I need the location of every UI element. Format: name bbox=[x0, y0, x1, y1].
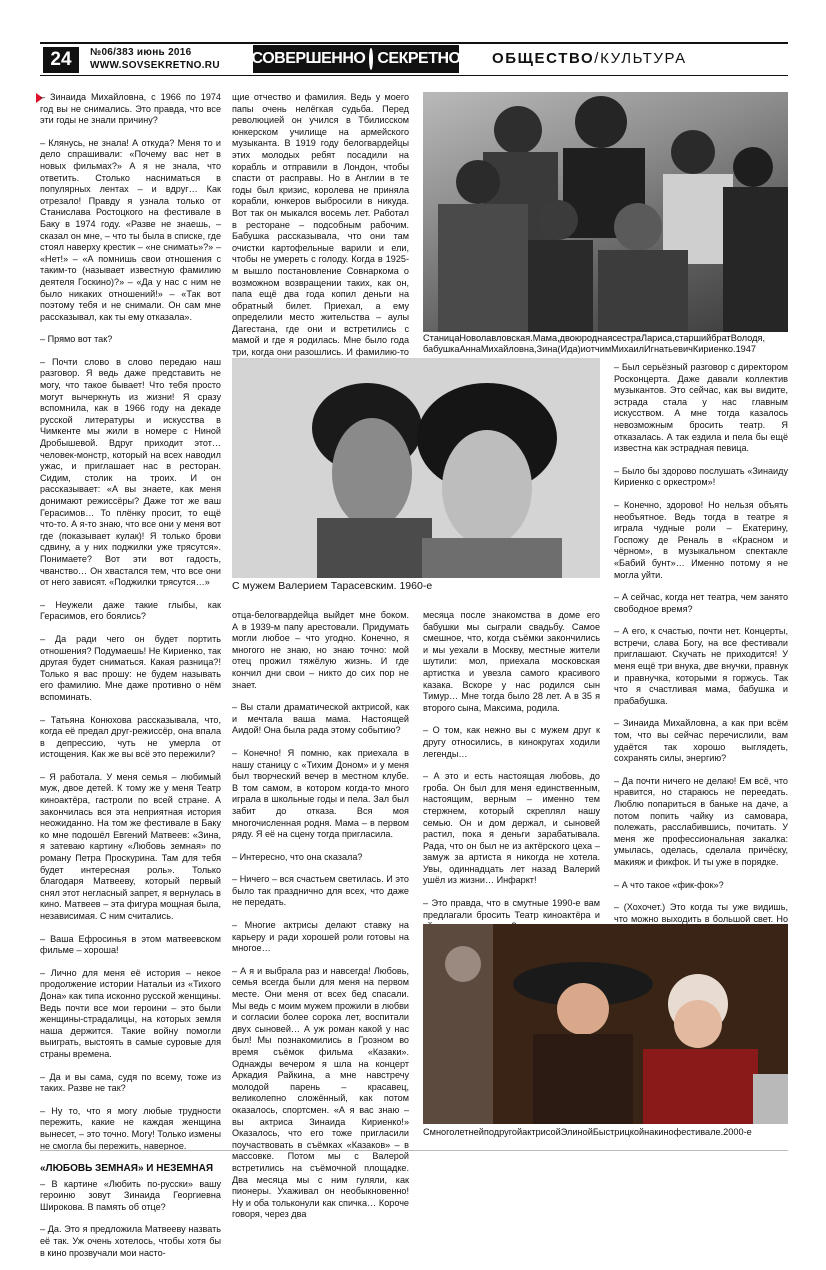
paragraph: – А сейчас, когда нет театра, чем занято свободное время? bbox=[614, 592, 788, 614]
couple-photo bbox=[232, 358, 600, 578]
paragraph: – В картине «Любить по-русски» вашу героиню зовут Зинаида Георгиевна Широкова. В память об отце? bbox=[40, 1178, 221, 1212]
section-rest: /КУЛЬТУРА bbox=[594, 50, 687, 67]
paragraph: – Многие актрисы делают ставку на карьеру и ради хорошей роли готовы на многое… bbox=[232, 920, 409, 954]
paragraph: – Лично для меня её история – некое продолжение истории Натальи из «Тихого Дона» как типа исконно русской женщины. Ведь почти все мои героини – это были женщины-страдалицы, на которых земля наша держится. Такие войну помогли выиграть, выстоять в самые суровые для страны времена. bbox=[40, 967, 221, 1059]
paragraph: – Я работала. У меня семья – любимый муж, двое детей. К тому же у меня Театр киноактёра, гастроли по всей стране. А закончилась вся эта неприятная история неожиданно. На том же фестивале в Баку ко мне подошёл Евгений Матвеев: «Зина, я затеваю картину «Любовь земная» по роману Петра Проскурина. Там для тебя будет интересная роль». Только благодаря Матвееву, который первый снял этот негласный запрет, я вернулась в кино. Матвеев – эта фигура мощная была, независимая. С ним считались. bbox=[40, 771, 221, 921]
paragraph: щие отчество и фамилия. Ведь у моего папы очень нелёгкая судьба. Перед революцией он учился в Тбилисском юнкерском училище на армейского музыканта. В 1919 году белогвардейцы этих молодых ребят посадили на корабль и отправили в Лондон, чтобы спасти от расправы. Но в Англии в те годы был кризис, королева не приняла корабли, юнкеров выбросили в никуда. Вот так он мыкался восемь лет. Работал в ресторане – подсобным рабочим. Бабушка рассказывала, что они там очистки картофельные варили и ели, чтобы не умереть с голоду. Когда в 1925-м вышло постановление Совнаркома о возможном возвращении таких, как он, папа ещё два года копил деньги на обратный билет. Приехал, а ему определили место жительства – аулы Дагестана, где они и встретились с мамой и где я родилась. Мне было года три, когда они разошлись. И фамилию-то bbox=[232, 92, 409, 358]
paragraph: – Прямо вот так? bbox=[40, 334, 113, 345]
bottom-rule bbox=[40, 1150, 788, 1151]
paragraph: отца-белогвардейца выйдет мне боком. А в 1939-м папу арестовали. Придумать могли любое – что угодно. Конечно, я многого не знаю, но знаю точно: мой отец прожил тяжёлую жизнь. И где кончил дни свои – никто до сих пор не знает. bbox=[232, 610, 409, 690]
paragraph: – Было бы здорово послушать «Зинаиду Кириенко с оркестром»! bbox=[614, 465, 788, 488]
photo-caption-festival: СмноголетнейподругойактрисойЭлинойБыстрицкойнакинофестивале.2000-е bbox=[423, 1127, 752, 1137]
section-title bbox=[492, 50, 687, 67]
paragraph: – Ну то, что я могу любые трудности пережить, какие не каждая женщина вынесет, – это точно. Могу! Только измены не смогла бы пережить, наверное. bbox=[40, 1105, 221, 1151]
paragraph: – А его, к счастью, почти нет. Концерты, встречи, слава Богу, на все фестивали приглашают. Скучать не приходится! У меня ещё три внука, две внучки, правнук и правнучка, которыми я горжусь. Так что я счастливая мама, бабушка и прабабушка. bbox=[614, 626, 788, 706]
brand-left: СОВЕРШЕННО bbox=[251, 50, 366, 67]
paragraph: – Неужели даже такие глыбы, как Герасимов, его боялись? bbox=[40, 599, 221, 622]
paragraph: – Да. Это я предложила Матвееву назвать её так. Уж очень хотелось, чтобы хотя бы в кино прозвучали мои насто- bbox=[40, 1224, 221, 1258]
paragraph: – Конечно! Я помню, как приехала в нашу станицу с «Тихим Доном» и у меня был творческий вечер в местном клубе. В том самом, в котором когда-то много играла в школьные годы и пела. Зал был забит до отказа. Вся моя многочисленная родня. Мама – в первом ряду. Я её на сцену тогда пригласила. bbox=[232, 747, 409, 840]
paragraph: – Интересно, что она сказала? bbox=[232, 851, 363, 862]
paragraph: – Ничего – вся счастьем светилась. И это было так празднично для всех, что даже не передать. bbox=[232, 874, 409, 908]
subheading: «ЛЮБОВЬ ЗЕМНАЯ» И НЕЗЕМНАЯ bbox=[40, 1163, 214, 1175]
couple-photo-art bbox=[232, 358, 600, 578]
paragraph: – Зинаида Михайловна, а как при всём том, что вы сейчас перечислили, вам удаётся так хорошо выглядеть, сохранять силы, энергию? bbox=[614, 718, 788, 764]
paragraph: – Да ради чего он будет портить отношения? Подумаешь! Не Кириенко, так другая будет сниматься. Какая разница?! Только я вас прошу: не будем называть его фамилию. Мне даже противно о нём вспоминать. bbox=[40, 633, 221, 702]
paragraph: – Конечно, здорово! Но нельзя объять необъятное. Ведь тогда в театре я играла чудные роли – Екатерину, Госпожу де Реналь в «Красном и чёрном», в музыкальном спектакле «Бабий бунт»… Именно потому я не могла уйти. bbox=[614, 499, 788, 580]
photo-caption-family: СтаницаНоволавловская.Мама,двоюроднаясестраЛариса,старшийбратВолодя, бабушкаАннаМихайловна,Зина(Ида)иотчимМихаилИгнатьевичКириенко.1947 bbox=[423, 333, 766, 354]
column-4 bbox=[614, 362, 788, 1007]
section-bold: ОБЩЕСТВО bbox=[492, 50, 595, 67]
issue-info: №06/383 июнь 2016 bbox=[90, 47, 192, 58]
paragraph: – Клянусь, не знала! А откуда? Меня то и дело спрашивали: «Почему вас нет в новых фильмах?» А я не знала, что ответить. Столько насниматься в популярных лентах – и вдруг… Как отрезало! Правду я узнала только от Станислава Ростоцкого на фестивале в Баку в 1974 году. «Разве не знаешь, – сказал он мне, – что ты была в списке, где стоял наверху крестик – «не снимать»?» – «Нет!» – «А помнишь свои отношения с таким-то (называет известную фамилию деятеля Госкино)?» – «Да у нас с ним не было никаких отношений!» – «Так вот поэтому тебя и не снимали. Он сам мне рассказывал, как ты ему отказала». bbox=[40, 137, 221, 322]
header-rule-top bbox=[40, 42, 788, 44]
paragraph: – Почти слово в слово передаю наш разговор. Я ведь даже представить не могу, что такое бывает! Что тебя просто могут вычеркнуть из жизни! Я сразу вспомнила, как в 1966 году на декаде русской литературы и искусства в Чимкенте мы жили в номере с Ниной Дробышевой. Вдруг приходит этот… человек-монстр, который на всех наводил ужас, и приглашает нас в ресторан. Сидим, столик на троих. И он рассказывает: «А вы знаете, как меня донимают режиссёры? Даже тот же ваш Герасимов… То плёнку просит, то ещё что-то. А я-то знаю, что все они у меня вот где (показывает кулак)! Я только брови сдвину, а у них поджилки уже трясутся». Понимаете? Вот эти вот гадость, чванство… Он хвастался тем, что все они от него зависят. «Поджилки трясутся…» bbox=[40, 356, 221, 588]
paragraph: – А это и есть настоящая любовь, до гроба. Он был для меня единственным, настоящим, верным – именно тем стержнем, который скреплял нашу семью. Он и дом держал, и сыновей растил, пока я деньги зарабатывала. Рада, что он был не из актёрского цеха – замуж за артиста я никогда не хотела. Увы, одиннадцать лет назад Валерий ушёл из жизни… Инфаркт! bbox=[423, 771, 600, 886]
festival-photo bbox=[423, 924, 788, 1124]
seal-icon bbox=[369, 48, 373, 70]
paragraph: месяца после знакомства в доме его бабушки мы сыграли свадьбу. Самое смешное, что, когда съёмки закончились и мы уехали в Москву, местные жители шутили: мол, приехала московская артистка и увезла самого красивого казака. Вскоре у нас родился сын Тимур… Мне тогда было 28 лет. А в 35 я второго сына, Максима, родила. bbox=[423, 610, 600, 713]
page-number: 24 bbox=[43, 47, 79, 73]
paragraph: – Да почти ничего не делаю! Ем всё, что нравится, но стараюсь не переедать. Люблю попариться в баньке на даче, а потом попить чайку из самовара, полежать, расслабившись, почитать. У меня же профессиональная закалка: умылась, оделась, сделала причёску, макияж и фикфок. И ты уже в порядке. bbox=[614, 775, 788, 867]
paragraph: – Ваша Ефросинья в этом матвеевском фильме – хороша! bbox=[40, 933, 221, 956]
brand-right: СЕКРЕТНО bbox=[377, 50, 461, 67]
family-photo-art bbox=[423, 92, 788, 332]
paragraph: – А я и выбрала раз и навсегда! Любовь, семья всегда были для меня на первом месте. Они меня от всех бед спасали. Мы ведь с моим мужем прожили в любви и согласии более сорока лет, воспитали двух сыновей… А уж роман какой у нас был! Мы познакомились в Грозном во время съёмок фильма «Казаки». Однажды вечером я шла на концерт Аркадия Райкина, а мне навстречу молодой парень – красавец, великолепно сложённый, как потом оказалось, спортсмен. «А я вас знаю – вы актриса Зинаида Кириенко!» Оказалось, что его тоже пригласили поучаствовать в съёмках «Казаков» – в массовке. Потом мы с Валерой встретились на съёмочной площадке. Два месяца мы с ним гуляли, как пионеры. Ухаживал он необыкновенно! Ну и оба тольконули как спичка… Короче говоря, через два bbox=[232, 965, 409, 1220]
site-url[interactable]: WWW.SOVSEKRETNO.RU bbox=[90, 60, 220, 71]
paragraph-text: – (Хохочет.) Это когда ты уже видишь, что можно выходить в большой свет. Но bbox=[614, 902, 788, 924]
paragraph: – Это правда, что в смутные 1990-е вам предлагали бросить Театр киноактёра и bbox=[423, 898, 600, 920]
festival-photo-art bbox=[423, 924, 788, 1124]
column-2-top bbox=[232, 92, 409, 358]
paragraph: – Зинаида Михайловна, с 1966 по 1974 год вы не снимались. Это правда, что все эти годы не знали причину? bbox=[40, 92, 221, 126]
column-3 bbox=[423, 610, 600, 944]
paragraph: – Вы стали драматической актрисой, как и мечтала ваша мама. Настоящей Аидой! Она была рада этому событию? bbox=[232, 702, 409, 736]
paragraph: – Да и вы сама, судя по всему, тоже из таких. Разве не так? bbox=[40, 1071, 221, 1094]
family-photo bbox=[423, 92, 788, 332]
paragraph: – Был серьёзный разговор с директором Росконцерта. Даже давали коллектив музыкантов. Это сейчас, как вы видите, эстрада стала у нас главным искусством. А мне тогда казалось невозможным бросить театр. Я отказалась. А так ездила и пела бы ещё известна как эстрадная певица. bbox=[614, 362, 788, 454]
paragraph: – А что такое «фик-фок»? bbox=[614, 879, 724, 890]
header-rule-bottom bbox=[40, 75, 788, 76]
paragraph: – О том, как нежно вы с мужем друг к другу относились, в кинокругах ходили легенды… bbox=[423, 725, 600, 759]
paragraph: – Татьяна Конюхова рассказывала, что, когда её предал друг-режиссёр, она впала в депрессию, чуть не умерла от истощения. Как же вы всё это пережили? bbox=[40, 714, 221, 760]
column-2-bottom bbox=[232, 610, 409, 1232]
brand-logo bbox=[253, 45, 459, 73]
column-1 bbox=[40, 92, 221, 1270]
photo-caption-couple: С мужем Валерием Тарасевским. 1960-е bbox=[232, 580, 433, 592]
